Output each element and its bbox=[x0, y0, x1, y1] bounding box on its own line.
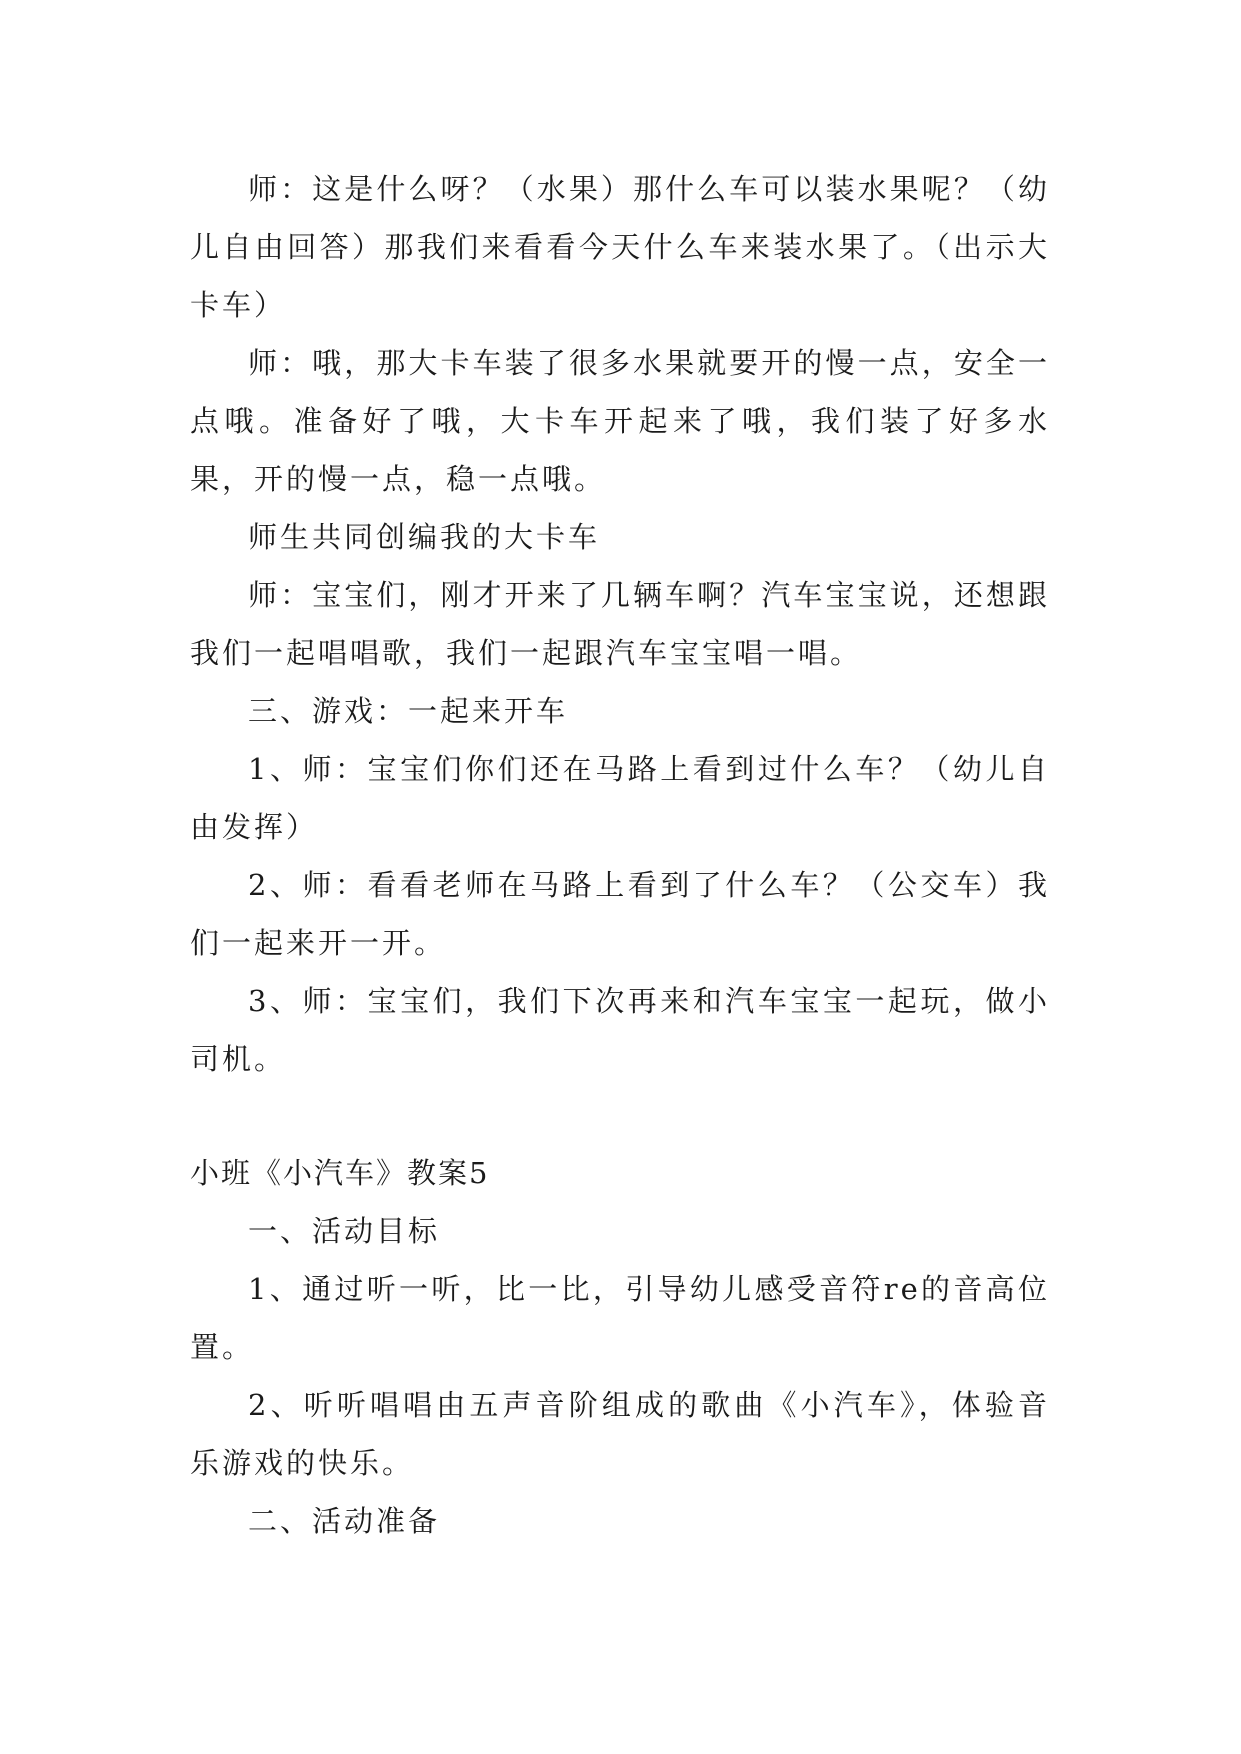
document-page bbox=[190, 160, 1050, 1550]
paragraph-create-song: 师生共同创编我的大卡车 bbox=[248, 520, 601, 554]
paragraph-game-step-3: 3、师：宝宝们，我们下次再来和汽车宝宝一起玩，做小司机。 bbox=[190, 984, 1050, 1076]
paragraph-goal-2: 2、听听唱唱由五声音阶组成的歌曲《小汽车》，体验音乐游戏的快乐。 bbox=[190, 1388, 1050, 1480]
section-heading-game: 三、游戏：一起来开车 bbox=[248, 694, 569, 728]
lesson-plan-title: 小班《小汽车》教案5 bbox=[190, 1156, 490, 1190]
paragraph-game-step-2: 2、师：看看老师在马路上看到了什么车？（公交车）我们一起来开一开。 bbox=[190, 868, 1050, 960]
paragraph-fruit-question: 师：这是什么呀？（水果）那什么车可以装水果呢？（幼儿自由回答）那我们来看看今天什么车来装水果了。（出示大卡车） bbox=[190, 172, 1050, 322]
paragraph-truck-slow: 师：哦，那大卡车装了很多水果就要开的慢一点，安全一点哦。准备好了哦，大卡车开起来了哦，我们装了好多水果，开的慢一点，稳一点哦。 bbox=[190, 346, 1050, 496]
paragraph-game-step-1: 1、师：宝宝们你们还在马路上看到过什么车？（幼儿自由发挥） bbox=[190, 752, 1050, 844]
paragraph-sing-together: 师：宝宝们，刚才开来了几辆车啊？汽车宝宝说，还想跟我们一起唱唱歌，我们一起跟汽车宝宝唱一唱。 bbox=[190, 578, 1050, 670]
section-heading-goals: 一、活动目标 bbox=[248, 1214, 441, 1248]
paragraph-goal-1: 1、通过听一听，比一比，引导幼儿感受音符re的音高位置。 bbox=[190, 1272, 1050, 1364]
section-heading-preparation: 二、活动准备 bbox=[248, 1504, 441, 1538]
section-gap bbox=[190, 1088, 1050, 1144]
